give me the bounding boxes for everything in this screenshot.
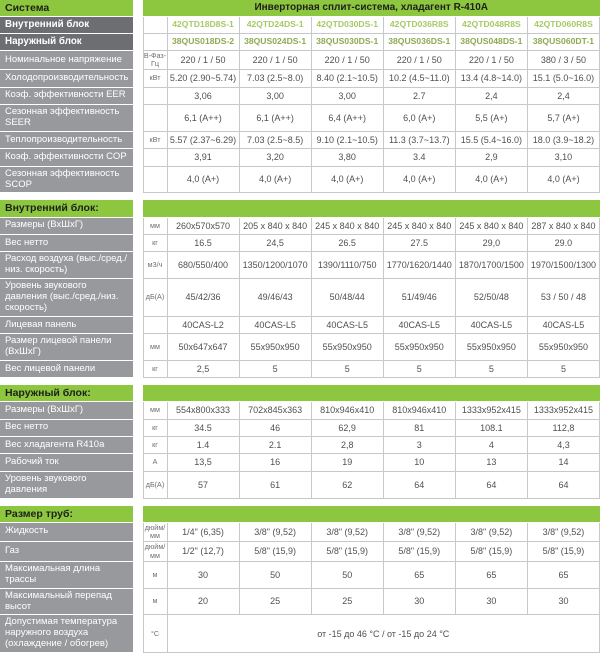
row-label: Вес хладагента R410a xyxy=(0,437,133,454)
value-cell: 55x950x950 xyxy=(311,334,383,361)
value-cell: 13.4 (4.8~14.0) xyxy=(455,70,527,87)
column-gap xyxy=(133,70,143,87)
indoor-model-cell: 42QTD048R8S xyxy=(455,17,527,34)
row-label: Максимальная длина трассы xyxy=(0,561,133,588)
column-gap xyxy=(133,522,143,542)
value-cell: 3,00 xyxy=(311,87,383,104)
value-cell: 3,00 xyxy=(239,87,311,104)
value-cell: 3/8" (9,52) xyxy=(527,522,599,542)
unit-cell: м xyxy=(143,561,167,588)
row-label: Теплопроизводительность xyxy=(0,131,133,148)
value-cell: 65 xyxy=(527,561,599,588)
column-gap xyxy=(133,33,143,50)
value-cell: 205 x 840 x 840 xyxy=(239,217,311,234)
column-gap xyxy=(133,217,143,234)
column-gap xyxy=(133,234,143,251)
column-gap xyxy=(133,437,143,454)
value-cell: 16.5 xyxy=(167,234,239,251)
indoor-model-cell: 42QTD030DS-1 xyxy=(311,17,383,34)
value-cell: 11.3 (3.7~13.7) xyxy=(383,131,455,148)
value-cell: 554x800x333 xyxy=(167,402,239,419)
value-cell: 9.10 (2.1~10.5) xyxy=(311,131,383,148)
spec-row xyxy=(0,131,600,148)
value-cell: 4,3 xyxy=(527,437,599,454)
spec-row xyxy=(0,402,600,419)
value-cell: 220 / 1 / 50 xyxy=(455,50,527,70)
value-cell: 61 xyxy=(239,471,311,498)
value-cell: 13,5 xyxy=(167,454,239,471)
value-cell: 1/4" (6,35) xyxy=(167,522,239,542)
section-title: Наружный блок: xyxy=(0,385,133,402)
value-cell: 55x950x950 xyxy=(383,334,455,361)
value-cell: 3/8" (9,52) xyxy=(239,522,311,542)
section-title: Размер труб: xyxy=(0,506,133,523)
column-gap xyxy=(133,385,143,402)
value-cell: 55x950x950 xyxy=(239,334,311,361)
row-label: Жидкость xyxy=(0,522,133,542)
spec-row xyxy=(0,70,600,87)
column-gap xyxy=(133,200,143,217)
unit-cell: мм xyxy=(143,402,167,419)
value-cell: 19 xyxy=(311,454,383,471)
unit-cell: В-Фаз-Гц xyxy=(143,50,167,69)
column-gap xyxy=(133,149,143,166)
value-cell: 1350/1200/1070 xyxy=(239,252,311,279)
unit-cell: кг xyxy=(143,360,167,377)
row-label: Размер лицевой панели (ВхШхГ) xyxy=(0,334,133,361)
value-cell: 14 xyxy=(527,454,599,471)
value-cell: 40CAS-L5 xyxy=(455,316,527,333)
unit-cell: дюйм/мм xyxy=(144,542,166,560)
value-cell: 24,5 xyxy=(239,234,311,251)
value-cell: 3 xyxy=(383,437,455,454)
unit-cell xyxy=(143,316,167,333)
value-cell: 65 xyxy=(455,561,527,588)
value-cell: 1/2" (12,7) xyxy=(167,542,239,562)
value-cell: 15.1 (5.0~16.0) xyxy=(527,70,599,87)
value-cell: 81 xyxy=(383,419,455,436)
value-cell: 53 / 50 / 48 xyxy=(527,279,599,317)
unit-cell: кг xyxy=(143,437,167,454)
row-label: Максимальный перепад высот xyxy=(0,588,133,615)
row-label: Номинальное напряжение xyxy=(0,50,133,70)
row-label: Сезонная эффективность SCOP xyxy=(0,166,133,193)
value-cell: 50/48/44 xyxy=(311,279,383,317)
value-cell: 112,8 xyxy=(527,419,599,436)
system-header-row xyxy=(0,0,600,17)
column-gap xyxy=(133,87,143,104)
value-cell: 1.4 xyxy=(167,437,239,454)
value-cell: 5/8" (15,9) xyxy=(383,542,455,562)
value-cell: 5/8" (15,9) xyxy=(239,542,311,562)
spec-row xyxy=(0,454,600,471)
value-cell: 45/42/36 xyxy=(167,279,239,317)
system-label: Система xyxy=(0,0,133,17)
section-gap xyxy=(0,378,600,385)
value-cell: 6,1 (A++) xyxy=(239,105,311,132)
indoor-unit-table xyxy=(0,200,600,378)
value-cell: 40CAS-L5 xyxy=(311,316,383,333)
spec-row xyxy=(0,615,600,653)
value-cell: 40CAS-L2 xyxy=(167,316,239,333)
row-label: Вес нетто xyxy=(0,234,133,251)
value-cell: 702x845x363 xyxy=(239,402,311,419)
value-cell: 5 xyxy=(455,360,527,377)
spec-row xyxy=(0,542,600,562)
column-gap xyxy=(133,252,143,279)
value-cell: 5 xyxy=(239,360,311,377)
spec-row xyxy=(0,87,600,104)
unit-cell: дБ(А) xyxy=(143,279,167,317)
unit-cell xyxy=(143,105,167,132)
outdoor-model-cell: 38QUS018DS-2 xyxy=(167,33,239,50)
spec-row xyxy=(0,279,600,317)
value-cell: 26.5 xyxy=(311,234,383,251)
outdoor-models-row xyxy=(0,33,600,50)
value-cell: 2.1 xyxy=(239,437,311,454)
section-title-fill xyxy=(143,385,600,402)
value-cell: 3,80 xyxy=(311,149,383,166)
value-cell: 4,0 (A+) xyxy=(455,166,527,193)
indoor-models-row xyxy=(0,17,600,34)
value-cell: 1970/1500/1300 xyxy=(527,252,599,279)
value-cell: 52/50/48 xyxy=(455,279,527,317)
value-cell: 30 xyxy=(527,588,599,615)
value-cell: 30 xyxy=(383,588,455,615)
value-cell: 245 x 840 x 840 xyxy=(383,217,455,234)
spec-row xyxy=(0,588,600,615)
value-cell: 380 / 3 / 50 xyxy=(527,50,599,70)
value-cell: 245 x 840 x 840 xyxy=(455,217,527,234)
value-cell: 3,91 xyxy=(167,149,239,166)
value-cell: 55x950x950 xyxy=(527,334,599,361)
row-label: Рабочий ток xyxy=(0,454,133,471)
outdoor-block-label: Наружный блок xyxy=(0,33,133,50)
spec-row xyxy=(0,522,600,542)
value-cell: 30 xyxy=(167,561,239,588)
value-cell: 3,06 xyxy=(167,87,239,104)
value-cell: 27.5 xyxy=(383,234,455,251)
unit-cell: дюйм/мм xyxy=(144,522,166,540)
column-gap xyxy=(133,471,143,498)
value-cell: 108.1 xyxy=(455,419,527,436)
value-cell: 3.4 xyxy=(383,149,455,166)
column-gap xyxy=(133,0,143,17)
unit-cell xyxy=(143,33,167,50)
value-cell: 3,10 xyxy=(527,149,599,166)
spec-row xyxy=(0,419,600,436)
column-gap xyxy=(133,334,143,361)
value-cell: 1770/1620/1440 xyxy=(383,252,455,279)
value-cell: 62 xyxy=(311,471,383,498)
value-cell: 5/8" (15,9) xyxy=(311,542,383,562)
value-cell: 5.20 (2.90~5.74) xyxy=(167,70,239,87)
value-cell: 1333x952x415 xyxy=(527,402,599,419)
value-cell: 40CAS-L5 xyxy=(383,316,455,333)
value-cell: 3/8" (9,52) xyxy=(455,522,527,542)
value-cell: 680/550/400 xyxy=(167,252,239,279)
row-label: Размеры (ВхШхГ) xyxy=(0,402,133,419)
spec-row xyxy=(0,234,600,251)
indoor-unit-header-row xyxy=(0,200,600,217)
row-label: Коэф. эффективности EER xyxy=(0,87,133,104)
column-gap xyxy=(133,105,143,132)
unit-cell: °C xyxy=(143,615,167,653)
outdoor-model-cell: 38QUS030DS-1 xyxy=(311,33,383,50)
spec-row xyxy=(0,105,600,132)
value-cell: 40CAS-L5 xyxy=(527,316,599,333)
value-cell: 2,8 xyxy=(311,437,383,454)
outdoor-model-cell: 38QUS048DS-1 xyxy=(455,33,527,50)
pipe-size-header-row xyxy=(0,506,600,523)
value-cell: 220 / 1 / 50 xyxy=(167,50,239,70)
value-cell: 1870/1700/1500 xyxy=(455,252,527,279)
value-cell: 4 xyxy=(455,437,527,454)
unit-cell: кВт xyxy=(143,131,167,148)
spec-row xyxy=(0,471,600,498)
value-cell: 64 xyxy=(455,471,527,498)
row-label: Сезонная эффективность SEER xyxy=(0,105,133,132)
value-cell: 5,5 (A+) xyxy=(455,105,527,132)
value-cell: 2.7 xyxy=(383,87,455,104)
value-cell: 245 x 840 x 840 xyxy=(311,217,383,234)
unit-cell: А xyxy=(143,454,167,471)
value-cell: 7.03 (2.5~8.0) xyxy=(239,70,311,87)
spec-row xyxy=(0,50,600,70)
value-cell: 4,0 (A+) xyxy=(527,166,599,193)
value-cell: 6,0 (A+) xyxy=(383,105,455,132)
value-cell: 5 xyxy=(527,360,599,377)
column-gap xyxy=(133,542,143,562)
section-gap xyxy=(0,499,600,506)
value-cell: 5/8" (15,9) xyxy=(527,542,599,562)
column-gap xyxy=(133,402,143,419)
unit-cell: м3/ч xyxy=(143,252,167,279)
column-gap xyxy=(133,419,143,436)
unit-cell xyxy=(143,166,167,193)
value-cell: 3/8" (9,52) xyxy=(383,522,455,542)
outdoor-unit-header-row xyxy=(0,385,600,402)
unit-cell xyxy=(143,87,167,104)
unit-cell: кг xyxy=(143,419,167,436)
value-cell: 13 xyxy=(455,454,527,471)
outdoor-model-cell: 38QUS024DS-1 xyxy=(239,33,311,50)
row-label: Лицевая панель xyxy=(0,316,133,333)
value-cell: 7.03 (2.5~8.5) xyxy=(239,131,311,148)
unit-cell: мм xyxy=(143,334,167,361)
value-cell: 62,9 xyxy=(311,419,383,436)
value-cell: 6,1 (A++) xyxy=(167,105,239,132)
value-cell: 8.40 (2.1~10.5) xyxy=(311,70,383,87)
section-title-fill xyxy=(143,200,600,217)
value-cell: 25 xyxy=(311,588,383,615)
value-cell: 50 xyxy=(239,561,311,588)
column-gap xyxy=(133,360,143,377)
row-label: Уровень звукового давления (выс./сред./низ. скорость) xyxy=(0,279,133,317)
unit-cell: дБ(А) xyxy=(143,471,167,498)
value-cell: 29,0 xyxy=(455,234,527,251)
spec-row xyxy=(0,360,600,377)
value-cell: 49/46/43 xyxy=(239,279,311,317)
row-label: Уровень звукового давления xyxy=(0,471,133,498)
value-cell: 1333x952x415 xyxy=(455,402,527,419)
value-cell: 65 xyxy=(383,561,455,588)
column-gap xyxy=(133,615,143,653)
column-gap xyxy=(133,131,143,148)
unit-cell: м xyxy=(143,588,167,615)
indoor-model-cell: 42QTD24DS-1 xyxy=(239,17,311,34)
value-cell: 2,5 xyxy=(167,360,239,377)
value-cell: 4,0 (A+) xyxy=(239,166,311,193)
pipe-size-table xyxy=(0,506,600,653)
value-cell: 2,9 xyxy=(455,149,527,166)
value-cell: 64 xyxy=(383,471,455,498)
value-cell: 4,0 (A+) xyxy=(311,166,383,193)
value-cell: 64 xyxy=(527,471,599,498)
row-label: Размеры (ВхШхГ) xyxy=(0,217,133,234)
column-gap xyxy=(133,316,143,333)
value-cell: 5 xyxy=(311,360,383,377)
spec-row xyxy=(0,166,600,193)
spec-row xyxy=(0,149,600,166)
value-cell: 57 xyxy=(167,471,239,498)
row-label: Вес нетто xyxy=(0,419,133,436)
value-cell: 220 / 1 / 50 xyxy=(311,50,383,70)
value-cell: 287 x 840 x 840 xyxy=(527,217,599,234)
merged-value-cell: от -15 до 46 °C / от -15 до 24 °C xyxy=(167,615,600,653)
column-gap xyxy=(133,588,143,615)
unit-cell: мм xyxy=(143,217,167,234)
spec-row xyxy=(0,437,600,454)
value-cell: 260x570x570 xyxy=(167,217,239,234)
column-gap xyxy=(133,17,143,34)
value-cell: 810x946x410 xyxy=(383,402,455,419)
column-gap xyxy=(133,454,143,471)
spec-row xyxy=(0,252,600,279)
section-title-fill xyxy=(143,506,600,523)
value-cell: 29.0 xyxy=(527,234,599,251)
unit-cell: кг xyxy=(143,234,167,251)
value-cell: 30 xyxy=(455,588,527,615)
value-cell: 46 xyxy=(239,419,311,436)
value-cell: 50x647x647 xyxy=(167,334,239,361)
row-label: Газ xyxy=(0,542,133,562)
value-cell: 10.2 (4.5~11.0) xyxy=(383,70,455,87)
unit-cell xyxy=(143,17,167,34)
indoor-model-cell: 42QTD036R8S xyxy=(383,17,455,34)
main-spec-table xyxy=(0,0,600,193)
outdoor-unit-table xyxy=(0,385,600,498)
value-cell: 16 xyxy=(239,454,311,471)
value-cell: 40CAS-L5 xyxy=(239,316,311,333)
spec-row xyxy=(0,316,600,333)
spec-row xyxy=(0,334,600,361)
indoor-model-cell: 42QTD060R8S xyxy=(527,17,599,34)
value-cell: 810x946x410 xyxy=(311,402,383,419)
value-cell: 5/8" (15,9) xyxy=(455,542,527,562)
column-gap xyxy=(133,561,143,588)
unit-cell: кВт xyxy=(143,70,167,87)
row-label: Коэф. эффективности COP xyxy=(0,149,133,166)
value-cell: 5.57 (2.37~6.29) xyxy=(167,131,239,148)
row-label: Расход воздуха (выс./сред./низ. скорость) xyxy=(0,252,133,279)
value-cell: 25 xyxy=(239,588,311,615)
value-cell: 5,7 (A+) xyxy=(527,105,599,132)
outdoor-model-cell: 38QUS036DS-1 xyxy=(383,33,455,50)
value-cell: 5 xyxy=(383,360,455,377)
value-cell: 10 xyxy=(383,454,455,471)
value-cell: 15.5 (5.4~16.0) xyxy=(455,131,527,148)
value-cell: 2,4 xyxy=(527,87,599,104)
indoor-block-label: Внутренний блок xyxy=(0,17,133,34)
value-cell: 20 xyxy=(167,588,239,615)
value-cell: 50 xyxy=(311,561,383,588)
spec-row xyxy=(0,217,600,234)
value-cell: 220 / 1 / 50 xyxy=(239,50,311,70)
column-gap xyxy=(133,279,143,317)
column-gap xyxy=(133,166,143,193)
value-cell: 220 / 1 / 50 xyxy=(383,50,455,70)
outdoor-model-cell: 38QUS060DT-1 xyxy=(527,33,599,50)
unit-cell xyxy=(143,149,167,166)
value-cell: 3/8" (9,52) xyxy=(311,522,383,542)
value-cell: 2,4 xyxy=(455,87,527,104)
row-label: Допустимая температура наружного воздуха (охлаждение / обогрев) xyxy=(0,615,133,653)
row-label: Холодопроизводительность xyxy=(0,70,133,87)
indoor-model-cell: 42QTD18D8S-1 xyxy=(167,17,239,34)
section-gap xyxy=(0,193,600,200)
column-gap xyxy=(133,506,143,523)
value-cell: 55x950x950 xyxy=(455,334,527,361)
value-cell: 1390/1110/750 xyxy=(311,252,383,279)
row-label: Вес лицевой панели xyxy=(0,360,133,377)
value-cell: 18.0 (3.9~18.2) xyxy=(527,131,599,148)
spec-row xyxy=(0,561,600,588)
system-title: Инверторная сплит-система, хладагент R-410A xyxy=(143,0,600,17)
value-cell: 4,0 (A+) xyxy=(167,166,239,193)
value-cell: 34.5 xyxy=(167,419,239,436)
column-gap xyxy=(133,50,143,70)
value-cell: 6,4 (A++) xyxy=(311,105,383,132)
value-cell: 3,20 xyxy=(239,149,311,166)
value-cell: 4,0 (A+) xyxy=(383,166,455,193)
value-cell: 51/49/46 xyxy=(383,279,455,317)
section-title: Внутренний блок: xyxy=(0,200,133,217)
